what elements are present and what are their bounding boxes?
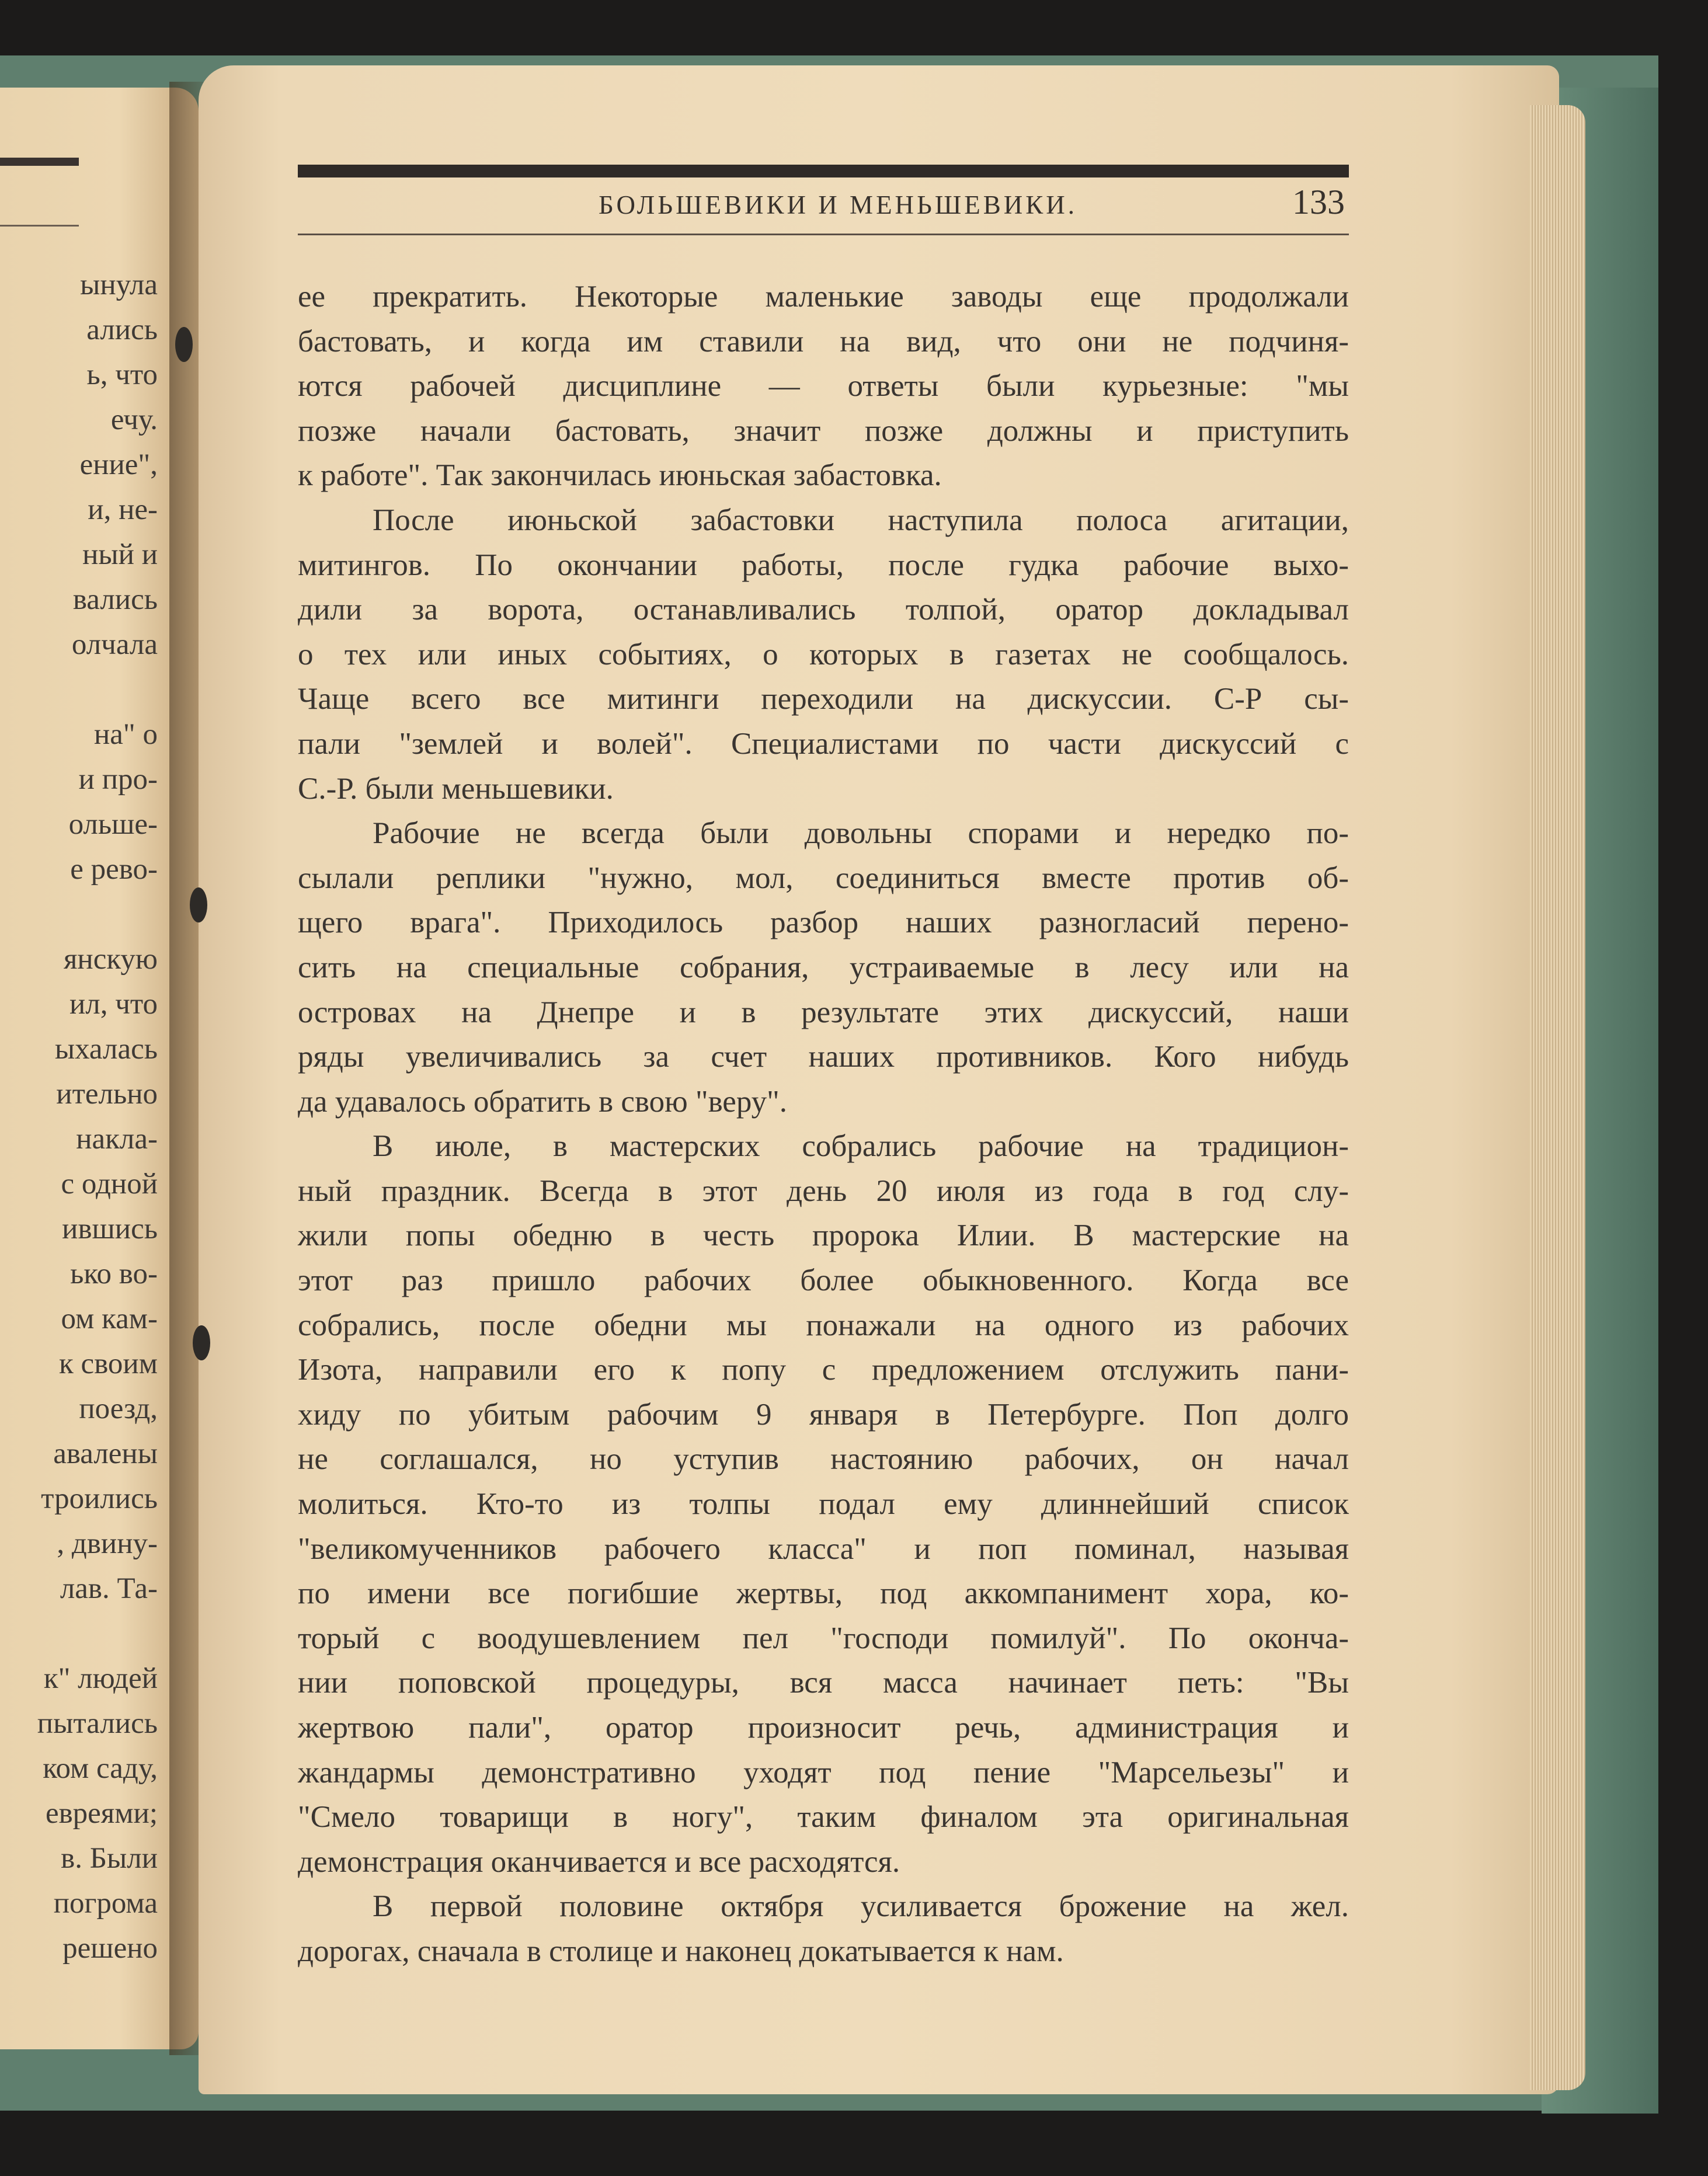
left-line-fragment: с одной <box>61 1168 158 1200</box>
page-number: 133 <box>1292 183 1345 221</box>
text-line: к работе". Так закончилась июньская забастовка. <box>298 458 942 493</box>
text-line: пали "землей и волей". Специалистами по части дискуссий с <box>298 726 1349 761</box>
running-title: БОЛЬШЕВИКИ И МЕНЬШЕВИКИ. <box>599 190 1078 220</box>
left-line-fragment: накла- <box>76 1123 158 1155</box>
text-line: щего врага". Приходилось разбор наших разногласий перено- <box>298 906 1349 940</box>
left-line-fragment: троились <box>41 1482 158 1515</box>
left-line-fragment: авалены <box>53 1437 158 1470</box>
header-thin-rule <box>298 234 1349 235</box>
left-line-fragment: ом кам- <box>61 1303 158 1335</box>
left-line-fragment: ил, что <box>69 988 158 1021</box>
page-edges <box>1530 105 1585 2090</box>
text-line: Рабочие не всегда были довольны спорами и нередко по- <box>373 816 1349 851</box>
text-line: этот раз пришло рабочих более обыкновенного. Когда все <box>298 1263 1349 1298</box>
text-line: собрались, после обедни мы понажали на одного из рабочих <box>298 1308 1349 1342</box>
text-line: "великомученников рабочего класса" и поп поминал, называя <box>298 1531 1349 1566</box>
left-line-fragment <box>0 892 158 937</box>
left-header-thin-rule <box>0 225 79 227</box>
text-line: не соглашался, но уступив настоянию рабочих, он начал <box>298 1442 1349 1477</box>
text-line: хиду по убитым рабочим 9 января в Петербурге. Поп долго <box>298 1397 1349 1432</box>
text-line: ряды увеличивались за счет наших противников. Кого нибудь <box>298 1040 1349 1074</box>
left-line-fragment: лав. Та- <box>60 1572 158 1605</box>
body-text <box>298 274 1349 1974</box>
left-line-fragment: ечу. <box>110 403 158 436</box>
left-line-fragment: ыхалась <box>54 1033 158 1066</box>
left-page-text <box>0 263 158 1971</box>
left-line-fragment: ком саду, <box>43 1752 158 1785</box>
left-line-fragment <box>0 667 158 712</box>
text-line: После июньской забастовки наступила полоса агитации, <box>373 503 1349 537</box>
text-line: В первой половине октября усиливается брожение на жел. <box>373 1889 1349 1924</box>
text-line: о тех или иных событиях, о которых в газетах не сообщалось. <box>298 637 1349 671</box>
binding-tear <box>175 327 193 362</box>
text-line: жертвою пали", оратор произносит речь, администрация и <box>298 1711 1349 1745</box>
left-line-fragment: к" людей <box>43 1662 158 1695</box>
left-line-fragment: ный и <box>82 538 158 571</box>
left-line-fragment <box>0 1611 158 1656</box>
binding-tear <box>193 1325 210 1360</box>
text-line: сылали реплики "нужно, мол, соединиться вместе против об- <box>298 861 1349 895</box>
text-line: ее прекратить. Некоторые маленькие заводы еще продолжали <box>298 280 1349 314</box>
left-line-fragment: ение", <box>79 448 158 481</box>
left-line-fragment: и про- <box>78 763 158 796</box>
left-line-fragment: ько во- <box>70 1258 158 1290</box>
text-line: нии поповской процедуры, вся масса начинает петь: "Вы <box>298 1666 1349 1700</box>
left-line-fragment: и, не- <box>88 493 158 526</box>
left-line-fragment: поезд, <box>79 1392 158 1425</box>
text-line: жили попы обедню в честь пророка Илии. В мастерские на <box>298 1218 1349 1253</box>
text-line: демонстрация оканчивается и все расходятся. <box>298 1844 900 1879</box>
left-line-fragment: ольше- <box>68 808 158 841</box>
left-line-fragment: ь, что <box>86 358 158 391</box>
left-line-fragment: ительно <box>56 1078 158 1110</box>
left-line-fragment: ались <box>86 314 158 346</box>
text-line: С.-Р. были меньшевики. <box>298 771 614 806</box>
left-line-fragment: в. Были <box>61 1842 158 1875</box>
text-line: Изота, направили его к попу с предложением отслужить пани- <box>298 1353 1349 1387</box>
text-line: сить на специальные собрания, устраиваемые в лесу или на <box>298 950 1349 984</box>
left-line-fragment: олчала <box>71 628 158 661</box>
left-line-fragment: решено <box>62 1932 158 1965</box>
text-line: дили за ворота, останавливались толпой, оратор докладывал <box>298 593 1349 627</box>
left-line-fragment: , двину- <box>57 1527 158 1560</box>
binding-tear <box>190 887 207 922</box>
text-line: по имени все погибшие жертвы, под аккомпанимент хора, ко- <box>298 1576 1349 1611</box>
text-line: ный праздник. Всегда в этот день 20 июля из года в год слу- <box>298 1174 1349 1208</box>
text-line: Чаще всего все митинги переходили на дискуссии. С-Р сы- <box>298 682 1349 716</box>
left-line-fragment: е рево- <box>70 853 158 886</box>
left-line-fragment: янскую <box>63 943 158 976</box>
header-rule <box>298 165 1349 177</box>
text-line: жандармы демонстративно уходят под пение "Марсельезы" и <box>298 1755 1349 1789</box>
text-line: митингов. По окончании работы, после гудка рабочие выхо- <box>298 548 1349 582</box>
left-line-fragment: погрома <box>53 1887 158 1920</box>
left-header-rule <box>0 158 79 166</box>
text-line: дорогах, сначала в столице и наконец докатывается к нам. <box>298 1934 1064 1968</box>
text-line: позже начали бастовать, значит позже должны и приступить <box>298 413 1349 448</box>
text-line: торый с воодушевлением пел "господи помилуй". По оконча- <box>298 1621 1349 1655</box>
left-line-fragment: ынула <box>80 269 158 301</box>
left-line-fragment: на" о <box>94 718 158 751</box>
left-line-fragment: ившись <box>62 1213 158 1245</box>
left-line-fragment: пытались <box>37 1707 158 1740</box>
text-line: бастовать, и когда им ставили на вид, что они не подчиня- <box>298 324 1349 358</box>
left-line-fragment: к своим <box>59 1348 158 1380</box>
text-line: молиться. Кто-то из толпы подал ему длиннейший список <box>298 1487 1349 1522</box>
text-line: В июле, в мастерских собрались рабочие на традицион- <box>373 1129 1349 1164</box>
left-facing-page <box>0 88 199 2049</box>
left-line-fragment: евреями; <box>45 1797 158 1830</box>
text-line: да удавалось обратить в свою "веру". <box>298 1084 788 1119</box>
left-line-fragment: вались <box>72 583 158 616</box>
text-line: островах на Днепре и в результате этих дискуссий, наши <box>298 995 1349 1029</box>
text-line: "Смело товарищи в ногу", таким финалом эта оригинальная <box>298 1800 1349 1834</box>
text-line: ются рабочей дисциплине — ответы были курьезные: "мы <box>298 369 1349 403</box>
